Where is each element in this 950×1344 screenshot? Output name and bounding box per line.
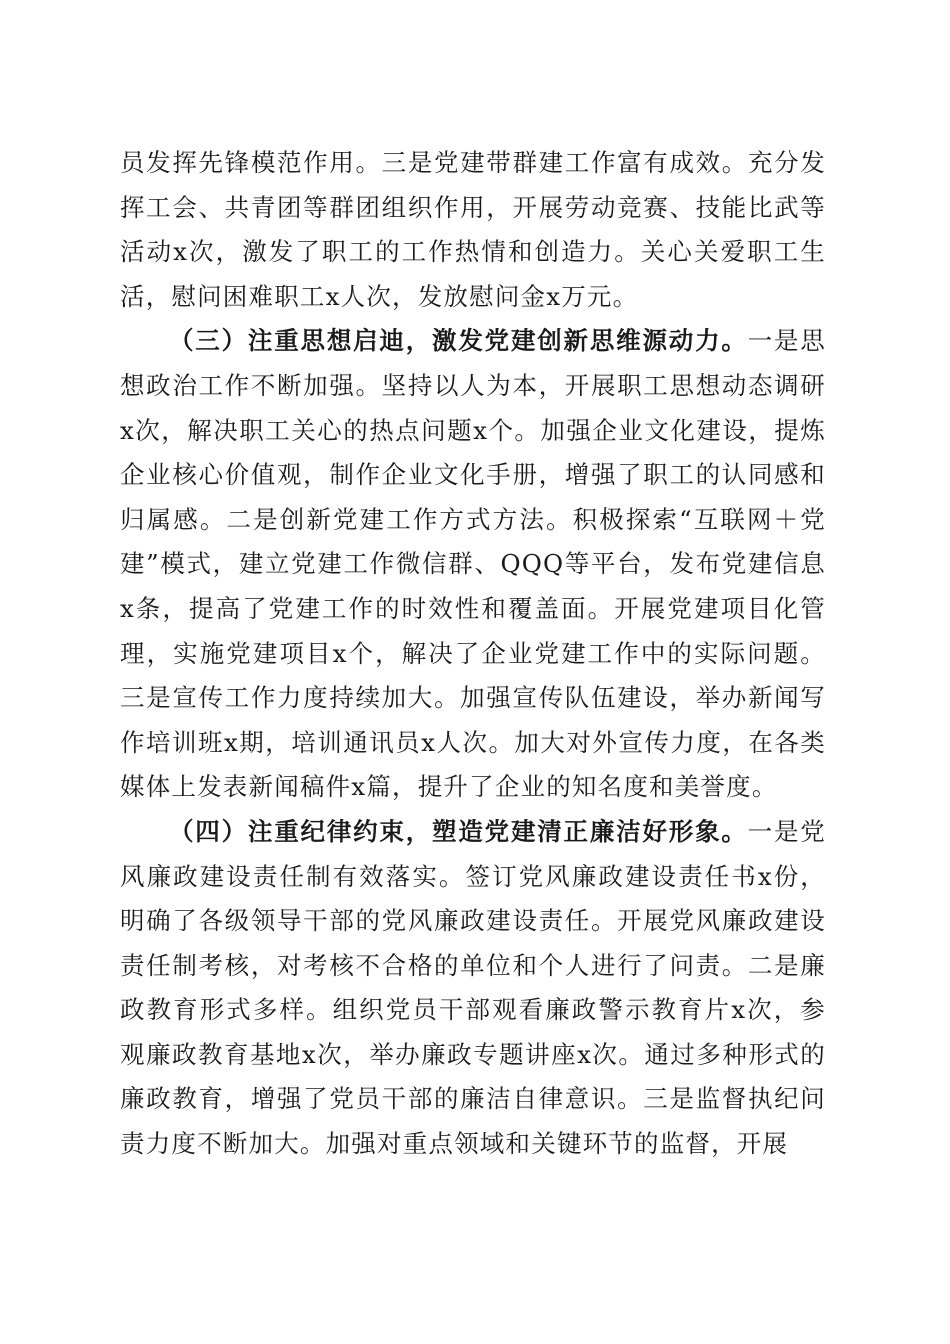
paragraph-section-four <box>120 810 826 1167</box>
section-heading-four: （四）注重纪律约束，塑造党建清正廉洁好形象。 <box>169 816 748 846</box>
document-page <box>120 141 826 1167</box>
paragraph-continuation <box>120 141 826 319</box>
paragraph-body: 员发挥先锋模范作用。三是党建带群建工作富有成效。充分发挥工会、共青团等群团组织作用，开展劳动竞赛、技能比武等活动x次，激发了职工的工作热情和创造力。关心关爱职工生活，慰问困难职工x人次，发放慰问金x万元。 <box>120 148 826 311</box>
paragraph-body: 一是思想政治工作不断加强。坚持以人为本，开展职工思想动态调研x次，解决职工关心的热点问题x个。加强企业文化建设，提炼企业核心价值观，制作企业文化手册，增强了职工的认同感和归属感。二是创新党建工作方式方法。积极探索“互联网＋党建”模式，建立党建工作微信群、QQQ等平台，发布党建信息x条，提高了党建工作的时效性和覆盖面。开展党建项目化管理，实施党建项目x个，解决了企业党建工作中的实际问题。三是宣传工作力度持续加大。加强宣传队伍建设，举办新闻写作培训班x期，培训通讯员x人次。加大对外宣传力度，在各类媒体上发表新闻稿件x篇，提升了企业的知名度和美誉度。 <box>120 326 826 802</box>
section-heading-three: （三）注重思想启迪，激发党建创新思维源动力。 <box>169 326 748 356</box>
paragraph-body: 一是党风廉政建设责任制有效落实。签订党风廉政建设责任书x份，明确了各级领导干部的党风廉政建设责任。开展党风廉政建设责任制考核，对考核不合格的单位和个人进行了问责。二是廉政教育形式多样。组织党员干部观看廉政警示教育片x次，参观廉政教育基地x次，举办廉政专题讲座x次。通过多种形式的廉政教育，增强了党员干部的廉洁自律意识。三是监督执纪问责力度不断加大。加强对重点领域和关键环节的监督，开展 <box>120 816 826 1159</box>
paragraph-section-three <box>120 319 826 810</box>
